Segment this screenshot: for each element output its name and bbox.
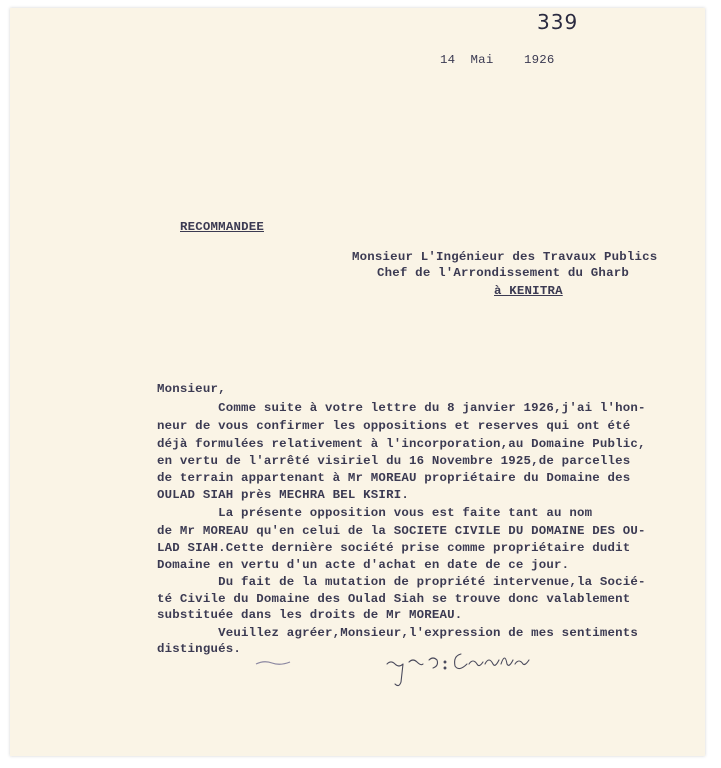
body-line: de Mr MOREAU qu'en celui de la SOCIETE CIVILE DU DOMAINE DES OU- xyxy=(157,524,646,538)
handwritten-signature xyxy=(383,642,553,692)
body-line: OULAD SIAH près MECHRA BEL KSIRI. xyxy=(157,488,409,502)
closing-line: distingués. xyxy=(157,642,241,656)
body-line: en vertu de l'arrêté visiriel du 16 Novembre 1925,de parcelles xyxy=(157,454,631,468)
addressee-line-1: Monsieur L'Ingénieur des Travaux Publics xyxy=(352,250,658,264)
body-line: substituée dans les droits de Mr MOREAU. xyxy=(157,608,463,622)
body-line: LAD SIAH.Cette dernière société prise comme propriétaire dudit xyxy=(157,541,631,555)
stray-ink-mark xyxy=(254,658,294,668)
page-number: 339 xyxy=(537,10,579,34)
body-line: Veuillez agréer,Monsieur,l'expression de mes sentiments xyxy=(157,626,639,640)
body-line: té Civile du Domaine des Oulad Siah se trouve donc valablement xyxy=(157,592,631,606)
registered-mail-heading: RECOMMANDEE xyxy=(180,220,264,234)
body-line: La présente opposition vous est faite tant au nom xyxy=(157,506,593,520)
letter-date: 14 Mai 1926 xyxy=(440,53,555,67)
body-line: de terrain appartenant à Mr MOREAU propriétaire du Domaine des xyxy=(157,471,631,485)
addressee-line-2: Chef de l'Arrondissement du Gharb xyxy=(377,266,629,280)
body-line: déjà formulées relativement à l'incorporation,au Domaine Public, xyxy=(157,437,646,451)
letter-page xyxy=(10,8,705,756)
salutation: Monsieur, xyxy=(157,382,226,396)
addressee-line-3: à KENITRA xyxy=(494,284,563,298)
body-line: Du fait de la mutation de propriété intervenue,la Socié- xyxy=(157,575,646,589)
body-line: Comme suite à votre lettre du 8 janvier 1926,j'ai l'hon- xyxy=(157,401,646,415)
body-line: neur de vous confirmer les oppositions et reserves qui ont été xyxy=(157,419,631,433)
body-line: Domaine en vertu d'un acte d'achat en date de ce jour. xyxy=(157,558,570,572)
